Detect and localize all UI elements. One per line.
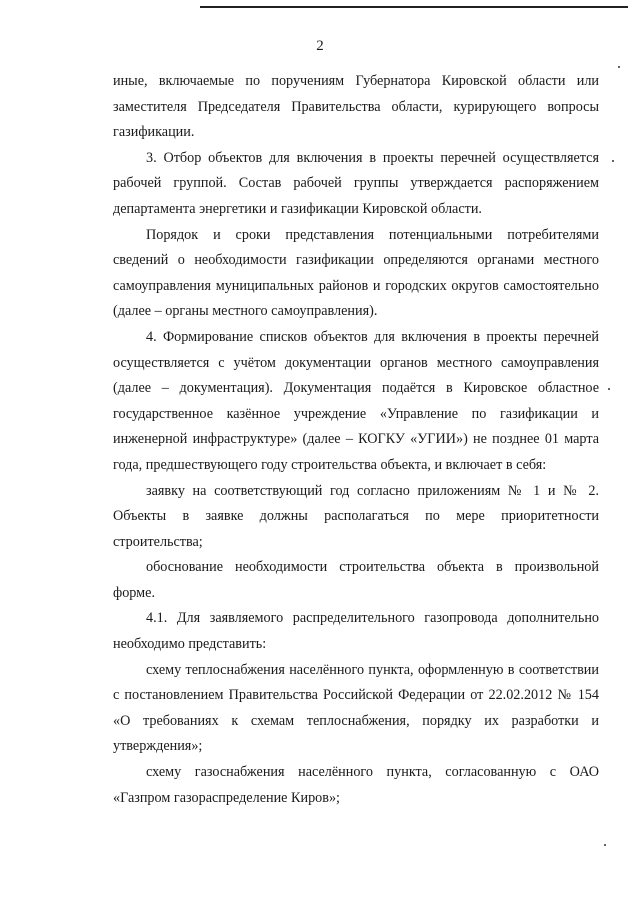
scan-speck: [612, 160, 614, 162]
scan-speck: [618, 66, 620, 68]
paragraph: схему газоснабжения населённого пункта, согласованную с ОАО «Газпром газораспределение Киров»;: [113, 764, 599, 806]
document-body: [113, 69, 599, 811]
header-rule: [200, 6, 628, 8]
paragraph: обоснование необходимости строительства объекта в произвольной форме.: [113, 559, 599, 601]
scan-speck: [608, 388, 610, 390]
scan-speck: [604, 844, 606, 846]
paragraph: Порядок и сроки представления потенциальными потребителями сведений о необходимости газификации определяются органами местного самоуправления муниципальных районов и городских округов самостоятельно (далее – органы местного самоуправления).: [113, 226, 599, 320]
paragraph: иные, включаемые по поручениям Губернатора Кировской области или заместителя Председателя Правительства области, курирующего вопросы газификации.: [113, 73, 599, 141]
paragraph: заявку на соответствующий год согласно приложениям № 1 и № 2. Объекты в заявке должны располагаться по мере приоритетности строительства;: [113, 482, 599, 550]
paragraph: схему теплоснабжения населённого пункта, оформленную в соответствии с постановлением Правительства Российской Федерации от 22.02.2012 № 154 «О требованиях к схемам теплоснабжения, порядку их разработки и утверждения»;: [113, 661, 599, 755]
page-number: 2: [316, 38, 324, 54]
paragraph: 4. Формирование списков объектов для включения в проекты перечней осуществляется с учётом документации органов местного самоуправления (далее – документация). Документация подаётся в Кировское областное государственное казённое учреждение «Управление по газификации и инженерной инфраструктуре» (далее – КОГКУ «УГИИ») не позднее 01 марта года, предшествующего году строительства объекта, и включает в себя:: [113, 328, 599, 473]
paragraph: 3. Отбор объектов для включения в проекты перечней осуществляется рабочей группой. Состав рабочей группы утверждается распоряжением департамента энергетики и газификации Кировской области.: [113, 149, 599, 217]
paragraph: 4.1. Для заявляемого распределительного газопровода дополнительно необходимо представить:: [113, 610, 599, 653]
